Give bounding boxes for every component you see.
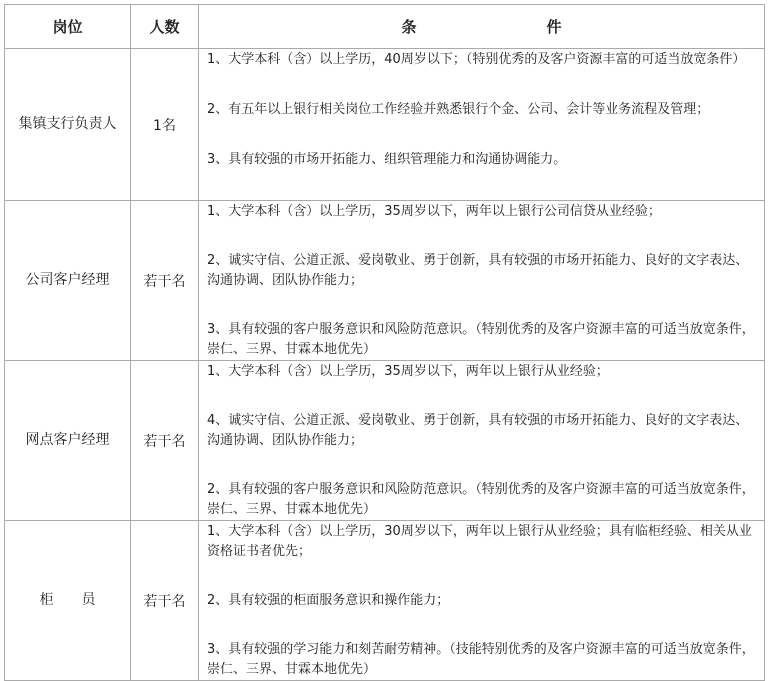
condition-item: 2、具有较强的柜面服务意识和操作能力； bbox=[207, 593, 450, 608]
header-row bbox=[5, 5, 765, 49]
condition-item: 1、大学本科（含）以上学历，35周岁以下，两年以上银行从业经验； bbox=[207, 364, 609, 379]
conditions-cell bbox=[199, 49, 765, 201]
condition-item: 1、大学本科（含）以上学历，35周岁以下，两年以上银行公司信贷从业经验； bbox=[207, 204, 661, 219]
condition-item: 3、具有较强的客户服务意识和风险防范意识。（特别优秀的及客户资源丰富的可适当放宽条件，崇仁、三界、甘霖本地优先） bbox=[207, 322, 755, 357]
condition-item: 2、具有较强的客户服务意识和风险防范意识。（特别优秀的及客户资源丰富的可适当放宽条件，崇仁、三界、甘霖本地优先） bbox=[207, 482, 755, 517]
position-cell: 集镇支行负责人 bbox=[5, 49, 131, 201]
header-conditions-b: 件 bbox=[546, 18, 562, 36]
position-cell: 网点客户经理 bbox=[5, 361, 131, 521]
count-cell: 若干名 bbox=[131, 201, 199, 361]
condition-item: 1、大学本科（含）以上学历，30周岁以下，两年以上银行从业经验；具有临柜经验、相关从业资格证书者优先； bbox=[207, 524, 752, 559]
count-cell: 1名 bbox=[131, 49, 199, 201]
table-row bbox=[5, 521, 765, 681]
condition-item: 1、大学本科（含）以上学历，40周岁以下；（特别优秀的及客户资源丰富的可适当放宽条件） bbox=[207, 52, 746, 67]
condition-item: 2、有五年以上银行相关岗位工作经验并熟悉银行个金、公司、会计等业务流程及管理； bbox=[207, 102, 710, 117]
position-cell: 柜 员 bbox=[5, 521, 131, 681]
table-row bbox=[5, 49, 765, 201]
count-cell: 若干名 bbox=[131, 521, 199, 681]
recruitment-table bbox=[4, 4, 765, 681]
position-cell: 公司客户经理 bbox=[5, 201, 131, 361]
header-conditions-a: 条 bbox=[401, 18, 417, 36]
condition-item: 3、具有较强的学习能力和刻苦耐劳精神。（技能特别优秀的及客户资源丰富的可适当放宽条件，崇仁、三界、甘霖本地优先） bbox=[207, 642, 755, 677]
count-cell: 若干名 bbox=[131, 361, 199, 521]
conditions-cell bbox=[199, 361, 765, 521]
header-position: 岗位 bbox=[5, 5, 131, 49]
condition-item: 4、诚实守信、公道正派、爱岗敬业、勇于创新，具有较强的市场开拓能力、良好的文字表达、沟通协调、团队协作能力； bbox=[207, 413, 749, 448]
table-row bbox=[5, 361, 765, 521]
conditions-cell bbox=[199, 201, 765, 361]
condition-item: 3、具有较强的市场开拓能力、组织管理能力和沟通协调能力。 bbox=[207, 152, 567, 167]
header-conditions bbox=[199, 5, 765, 49]
condition-item: 2、诚实守信、公道正派、爱岗敬业、勇于创新，具有较强的市场开拓能力、良好的文字表达、沟通协调、团队协作能力； bbox=[207, 253, 749, 288]
conditions-cell bbox=[199, 521, 765, 681]
header-count: 人数 bbox=[131, 5, 199, 49]
table-row bbox=[5, 201, 765, 361]
